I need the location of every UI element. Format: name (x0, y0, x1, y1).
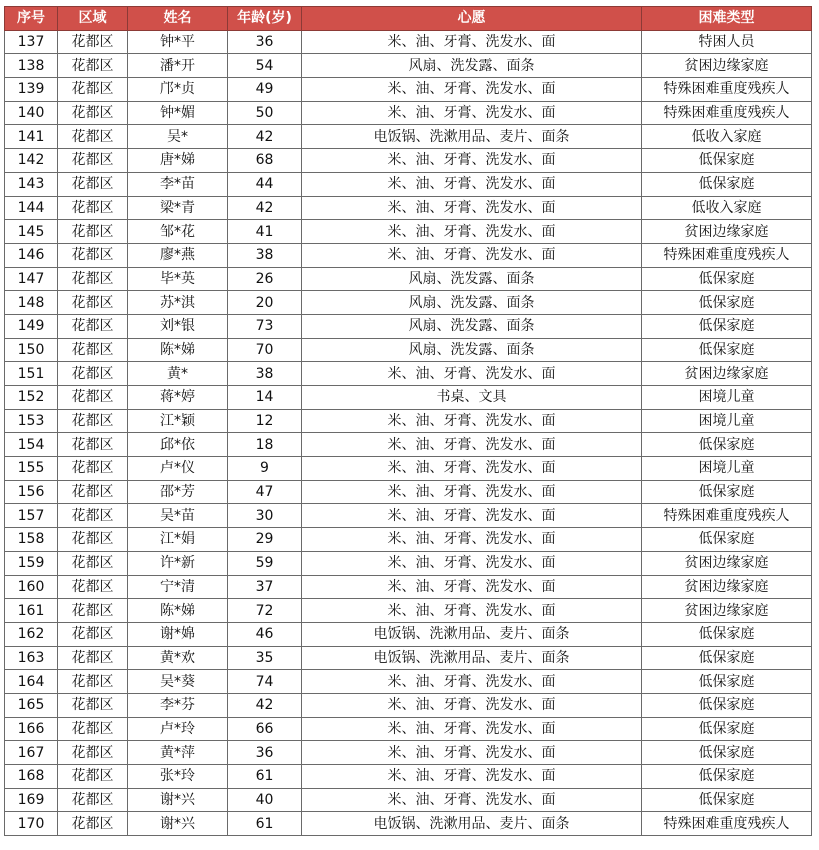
cell-wish: 米、油、牙膏、洗发水、面 (302, 504, 642, 528)
table-row (5, 622, 812, 646)
cell-district: 花都区 (58, 551, 128, 575)
cell-age: 37 (228, 575, 302, 599)
table-row (5, 314, 812, 338)
cell-name: 张*玲 (128, 765, 228, 789)
cell-district: 花都区 (58, 670, 128, 694)
cell-age: 42 (228, 196, 302, 220)
cell-index: 155 (5, 457, 58, 481)
cell-wish: 米、油、牙膏、洗发水、面 (302, 741, 642, 765)
cell-age: 59 (228, 551, 302, 575)
table-row (5, 480, 812, 504)
header-wish: 心愿 (302, 7, 642, 31)
cell-wish: 米、油、牙膏、洗发水、面 (302, 599, 642, 623)
cell-name: 谢*兴 (128, 812, 228, 836)
table-header (5, 7, 812, 31)
cell-age: 61 (228, 812, 302, 836)
cell-index: 161 (5, 599, 58, 623)
cell-district: 花都区 (58, 409, 128, 433)
cell-index: 160 (5, 575, 58, 599)
cell-index: 154 (5, 433, 58, 457)
cell-name: 黄*欢 (128, 646, 228, 670)
cell-wish: 风扇、洗发露、面条 (302, 291, 642, 315)
cell-index: 156 (5, 480, 58, 504)
cell-wish: 风扇、洗发露、面条 (302, 54, 642, 78)
cell-age: 29 (228, 528, 302, 552)
cell-age: 68 (228, 149, 302, 173)
cell-wish: 米、油、牙膏、洗发水、面 (302, 765, 642, 789)
table-row (5, 741, 812, 765)
table-row (5, 267, 812, 291)
cell-district: 花都区 (58, 693, 128, 717)
cell-hardship-type: 低保家庭 (642, 480, 812, 504)
cell-age: 30 (228, 504, 302, 528)
cell-index: 168 (5, 765, 58, 789)
cell-name: 江*娟 (128, 528, 228, 552)
cell-hardship-type: 低保家庭 (642, 670, 812, 694)
cell-hardship-type: 低保家庭 (642, 717, 812, 741)
cell-wish: 电饭锅、洗漱用品、麦片、面条 (302, 646, 642, 670)
cell-index: 140 (5, 101, 58, 125)
cell-hardship-type: 低保家庭 (642, 622, 812, 646)
cell-hardship-type: 低保家庭 (642, 338, 812, 362)
cell-wish: 米、油、牙膏、洗发水、面 (302, 717, 642, 741)
cell-index: 145 (5, 220, 58, 244)
cell-hardship-type: 贫困边缘家庭 (642, 54, 812, 78)
cell-hardship-type: 低保家庭 (642, 267, 812, 291)
cell-index: 144 (5, 196, 58, 220)
cell-district: 花都区 (58, 575, 128, 599)
table-row (5, 149, 812, 173)
table-row (5, 78, 812, 102)
cell-hardship-type: 低保家庭 (642, 788, 812, 812)
cell-district: 花都区 (58, 243, 128, 267)
cell-name: 卢*玲 (128, 717, 228, 741)
cell-district: 花都区 (58, 267, 128, 291)
cell-index: 146 (5, 243, 58, 267)
table-row (5, 362, 812, 386)
cell-wish: 米、油、牙膏、洗发水、面 (302, 196, 642, 220)
table-row (5, 528, 812, 552)
table-row (5, 125, 812, 149)
cell-district: 花都区 (58, 30, 128, 54)
cell-hardship-type: 特殊困难重度残疾人 (642, 504, 812, 528)
cell-age: 73 (228, 314, 302, 338)
cell-name: 黄*萍 (128, 741, 228, 765)
cell-district: 花都区 (58, 622, 128, 646)
cell-wish: 米、油、牙膏、洗发水、面 (302, 409, 642, 433)
cell-hardship-type: 困境儿童 (642, 409, 812, 433)
table-row (5, 30, 812, 54)
cell-hardship-type: 低保家庭 (642, 314, 812, 338)
cell-age: 20 (228, 291, 302, 315)
cell-index: 162 (5, 622, 58, 646)
cell-index: 166 (5, 717, 58, 741)
cell-wish: 米、油、牙膏、洗发水、面 (302, 480, 642, 504)
table-row (5, 575, 812, 599)
cell-age: 66 (228, 717, 302, 741)
cell-wish: 米、油、牙膏、洗发水、面 (302, 172, 642, 196)
cell-district: 花都区 (58, 433, 128, 457)
table-row (5, 788, 812, 812)
header-name: 姓名 (128, 7, 228, 31)
cell-name: 李*芬 (128, 693, 228, 717)
cell-index: 163 (5, 646, 58, 670)
cell-age: 9 (228, 457, 302, 481)
table-row (5, 433, 812, 457)
header-index: 序号 (5, 7, 58, 31)
header-age: 年龄(岁) (228, 7, 302, 31)
table-row (5, 551, 812, 575)
cell-hardship-type: 贫困边缘家庭 (642, 575, 812, 599)
table-row (5, 670, 812, 694)
cell-age: 12 (228, 409, 302, 433)
cell-district: 花都区 (58, 646, 128, 670)
cell-name: 刘*银 (128, 314, 228, 338)
header-row (5, 7, 812, 31)
cell-age: 14 (228, 386, 302, 410)
cell-hardship-type: 特殊困难重度残疾人 (642, 243, 812, 267)
cell-index: 141 (5, 125, 58, 149)
cell-age: 36 (228, 741, 302, 765)
cell-wish: 电饭锅、洗漱用品、麦片、面条 (302, 622, 642, 646)
cell-wish: 米、油、牙膏、洗发水、面 (302, 670, 642, 694)
table-row (5, 646, 812, 670)
cell-district: 花都区 (58, 196, 128, 220)
cell-index: 164 (5, 670, 58, 694)
cell-wish: 米、油、牙膏、洗发水、面 (302, 149, 642, 173)
cell-name: 李*苗 (128, 172, 228, 196)
cell-wish: 米、油、牙膏、洗发水、面 (302, 788, 642, 812)
cell-name: 廖*燕 (128, 243, 228, 267)
table-row (5, 599, 812, 623)
cell-district: 花都区 (58, 504, 128, 528)
cell-wish: 米、油、牙膏、洗发水、面 (302, 362, 642, 386)
cell-age: 54 (228, 54, 302, 78)
cell-age: 41 (228, 220, 302, 244)
cell-age: 50 (228, 101, 302, 125)
cell-hardship-type: 困境儿童 (642, 386, 812, 410)
cell-name: 邱*依 (128, 433, 228, 457)
header-district: 区域 (58, 7, 128, 31)
cell-index: 138 (5, 54, 58, 78)
cell-district: 花都区 (58, 386, 128, 410)
cell-name: 邹*花 (128, 220, 228, 244)
cell-age: 35 (228, 646, 302, 670)
table-row (5, 386, 812, 410)
cell-name: 谢*兴 (128, 788, 228, 812)
cell-hardship-type: 特殊困难重度残疾人 (642, 812, 812, 836)
cell-district: 花都区 (58, 54, 128, 78)
cell-index: 147 (5, 267, 58, 291)
header-hardship-type: 困难类型 (642, 7, 812, 31)
table-row (5, 196, 812, 220)
cell-name: 钟*平 (128, 30, 228, 54)
table-row (5, 504, 812, 528)
cell-index: 148 (5, 291, 58, 315)
cell-age: 47 (228, 480, 302, 504)
cell-name: 邝*贞 (128, 78, 228, 102)
cell-district: 花都区 (58, 291, 128, 315)
cell-name: 卢*仪 (128, 457, 228, 481)
cell-index: 142 (5, 149, 58, 173)
cell-age: 61 (228, 765, 302, 789)
cell-age: 49 (228, 78, 302, 102)
cell-wish: 米、油、牙膏、洗发水、面 (302, 243, 642, 267)
cell-wish: 米、油、牙膏、洗发水、面 (302, 101, 642, 125)
cell-age: 38 (228, 362, 302, 386)
cell-age: 26 (228, 267, 302, 291)
cell-hardship-type: 低收入家庭 (642, 125, 812, 149)
cell-hardship-type: 低保家庭 (642, 693, 812, 717)
cell-age: 74 (228, 670, 302, 694)
table-row (5, 243, 812, 267)
cell-hardship-type: 特殊困难重度残疾人 (642, 101, 812, 125)
cell-hardship-type: 特困人员 (642, 30, 812, 54)
table-row (5, 409, 812, 433)
cell-district: 花都区 (58, 78, 128, 102)
cell-index: 170 (5, 812, 58, 836)
table-row (5, 765, 812, 789)
cell-wish: 风扇、洗发露、面条 (302, 267, 642, 291)
cell-name: 钟*媚 (128, 101, 228, 125)
cell-name: 邵*芳 (128, 480, 228, 504)
cell-age: 18 (228, 433, 302, 457)
cell-name: 潘*开 (128, 54, 228, 78)
cell-district: 花都区 (58, 338, 128, 362)
cell-name: 陈*娣 (128, 338, 228, 362)
cell-hardship-type: 低保家庭 (642, 433, 812, 457)
table-row (5, 693, 812, 717)
cell-age: 70 (228, 338, 302, 362)
cell-index: 150 (5, 338, 58, 362)
cell-wish: 米、油、牙膏、洗发水、面 (302, 78, 642, 102)
table-row (5, 457, 812, 481)
cell-district: 花都区 (58, 362, 128, 386)
cell-district: 花都区 (58, 172, 128, 196)
cell-index: 137 (5, 30, 58, 54)
cell-district: 花都区 (58, 101, 128, 125)
cell-name: 毕*英 (128, 267, 228, 291)
cell-index: 153 (5, 409, 58, 433)
table-row (5, 172, 812, 196)
cell-name: 黄* (128, 362, 228, 386)
cell-hardship-type: 低保家庭 (642, 291, 812, 315)
cell-wish: 米、油、牙膏、洗发水、面 (302, 220, 642, 244)
cell-district: 花都区 (58, 220, 128, 244)
cell-index: 143 (5, 172, 58, 196)
wish-table (4, 6, 812, 836)
cell-hardship-type: 低保家庭 (642, 172, 812, 196)
table-row (5, 291, 812, 315)
cell-index: 139 (5, 78, 58, 102)
table-body (5, 30, 812, 835)
cell-index: 159 (5, 551, 58, 575)
table-row (5, 812, 812, 836)
cell-hardship-type: 贫困边缘家庭 (642, 362, 812, 386)
cell-index: 151 (5, 362, 58, 386)
cell-district: 花都区 (58, 480, 128, 504)
cell-name: 蒋*婷 (128, 386, 228, 410)
cell-wish: 米、油、牙膏、洗发水、面 (302, 693, 642, 717)
cell-district: 花都区 (58, 149, 128, 173)
cell-age: 40 (228, 788, 302, 812)
cell-age: 72 (228, 599, 302, 623)
cell-index: 167 (5, 741, 58, 765)
cell-district: 花都区 (58, 741, 128, 765)
cell-name: 吴*苗 (128, 504, 228, 528)
table-row (5, 54, 812, 78)
cell-wish: 风扇、洗发露、面条 (302, 338, 642, 362)
cell-hardship-type: 贫困边缘家庭 (642, 220, 812, 244)
cell-district: 花都区 (58, 528, 128, 552)
cell-name: 宁*清 (128, 575, 228, 599)
cell-wish: 电饭锅、洗漱用品、麦片、面条 (302, 125, 642, 149)
cell-name: 谢*婂 (128, 622, 228, 646)
cell-wish: 米、油、牙膏、洗发水、面 (302, 433, 642, 457)
cell-index: 157 (5, 504, 58, 528)
cell-district: 花都区 (58, 599, 128, 623)
cell-index: 152 (5, 386, 58, 410)
cell-district: 花都区 (58, 125, 128, 149)
cell-district: 花都区 (58, 765, 128, 789)
cell-wish: 米、油、牙膏、洗发水、面 (302, 528, 642, 552)
cell-age: 42 (228, 125, 302, 149)
cell-wish: 书桌、文具 (302, 386, 642, 410)
cell-district: 花都区 (58, 812, 128, 836)
cell-name: 唐*娣 (128, 149, 228, 173)
cell-hardship-type: 贫困边缘家庭 (642, 599, 812, 623)
cell-district: 花都区 (58, 717, 128, 741)
cell-name: 江*颖 (128, 409, 228, 433)
cell-name: 陈*娣 (128, 599, 228, 623)
cell-hardship-type: 低保家庭 (642, 741, 812, 765)
cell-index: 149 (5, 314, 58, 338)
cell-hardship-type: 低保家庭 (642, 528, 812, 552)
cell-age: 46 (228, 622, 302, 646)
cell-district: 花都区 (58, 457, 128, 481)
cell-index: 158 (5, 528, 58, 552)
cell-age: 42 (228, 693, 302, 717)
cell-wish: 米、油、牙膏、洗发水、面 (302, 575, 642, 599)
cell-hardship-type: 贫困边缘家庭 (642, 551, 812, 575)
cell-index: 169 (5, 788, 58, 812)
cell-index: 165 (5, 693, 58, 717)
cell-name: 许*新 (128, 551, 228, 575)
cell-name: 苏*淇 (128, 291, 228, 315)
cell-wish: 风扇、洗发露、面条 (302, 314, 642, 338)
cell-name: 梁*青 (128, 196, 228, 220)
table-row (5, 101, 812, 125)
cell-wish: 米、油、牙膏、洗发水、面 (302, 30, 642, 54)
cell-age: 36 (228, 30, 302, 54)
table-row (5, 717, 812, 741)
cell-name: 吴*葵 (128, 670, 228, 694)
cell-age: 38 (228, 243, 302, 267)
cell-district: 花都区 (58, 788, 128, 812)
cell-hardship-type: 特殊困难重度残疾人 (642, 78, 812, 102)
cell-name: 吴* (128, 125, 228, 149)
cell-hardship-type: 低保家庭 (642, 646, 812, 670)
table-row (5, 220, 812, 244)
cell-hardship-type: 低收入家庭 (642, 196, 812, 220)
table-row (5, 338, 812, 362)
cell-hardship-type: 低保家庭 (642, 149, 812, 173)
cell-wish: 电饭锅、洗漱用品、麦片、面条 (302, 812, 642, 836)
cell-hardship-type: 困境儿童 (642, 457, 812, 481)
cell-wish: 米、油、牙膏、洗发水、面 (302, 551, 642, 575)
cell-hardship-type: 低保家庭 (642, 765, 812, 789)
cell-district: 花都区 (58, 314, 128, 338)
cell-age: 44 (228, 172, 302, 196)
cell-wish: 米、油、牙膏、洗发水、面 (302, 457, 642, 481)
